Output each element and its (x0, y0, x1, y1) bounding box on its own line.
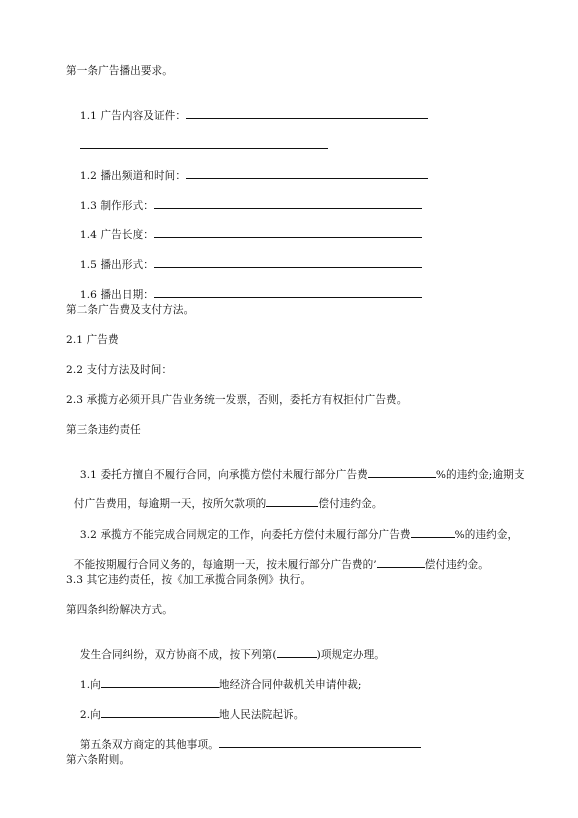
clause-2-1: 2.1 广告费 (66, 334, 119, 346)
clause-1-3-label: 1.3 制作形式： (79, 200, 154, 212)
clause-4-1-text: 地经济合同仲裁机关申请仲裁; (218, 679, 362, 691)
blank-field[interactable] (277, 647, 317, 658)
article-3-title: 第三条违约责任 (66, 424, 141, 436)
clause-3-2-text: 3.2 承揽方不能完成合同规定的工作，向委托方偿付未履行部分广告费 (79, 529, 411, 541)
blank-field[interactable] (101, 677, 219, 688)
clause-3-1-text: 偿付违约金。 (318, 498, 383, 510)
clause-2-2: 2.2 支付方法及时间： (66, 364, 173, 376)
blank-field[interactable] (186, 108, 428, 119)
article-4-title: 第四条纠纷解决方式。 (66, 604, 173, 616)
clause-4-text: )项规定办理。 (316, 649, 385, 661)
clause-2-3: 2.3 承揽方必须开具广告业务统一发票，否则，委托方有权拒付广告费。 (66, 394, 408, 406)
clause-4-1-text: 1.向 (79, 679, 101, 691)
blank-field[interactable] (266, 496, 318, 507)
clause-3-2-text: %的违约金， (454, 529, 519, 541)
blank-field[interactable] (80, 138, 328, 149)
blank-field[interactable] (377, 557, 425, 568)
clause-4-text: 发生合同纠纷，双方协商不成，按下列第( (79, 649, 277, 661)
blank-field[interactable] (154, 227, 422, 238)
blank-field[interactable] (101, 707, 219, 718)
blank-field[interactable] (411, 527, 455, 538)
clause-4-2-text: 2.向 (79, 709, 101, 721)
article-1-title: 第一条广告播出要求。 (66, 65, 173, 77)
clause-3-3: 3.3 其它违约责任，按《加工承揽合同条例》执行。 (66, 574, 312, 586)
clause-1-6-label: 1.6 播出日期： (79, 289, 154, 301)
clause-3-1-text: 付广告费用，每逾期一天，按所欠款项的 (73, 498, 267, 510)
blank-field[interactable] (154, 287, 422, 298)
clause-3-1-text: %的违约金;逾期支 (435, 469, 525, 481)
article-5-title: 第五条双方商定的其他事项。 (79, 739, 219, 751)
clause-3-2-text: 偿付违约金。 (424, 559, 489, 571)
clause-1-1-label: 1.1 广告内容及证件： (79, 110, 187, 122)
blank-field[interactable] (154, 257, 422, 268)
clause-3-2-text: 不能按期履行合同义务的，每逾期一天，按未履行部分广告费的’ (73, 559, 377, 571)
clause-1-4-label: 1.4 广告长度： (79, 229, 154, 241)
blank-field[interactable] (368, 467, 436, 478)
article-6-title: 第六条附则。 (66, 754, 131, 766)
blank-field[interactable] (186, 168, 428, 179)
article-2-title: 第二条广告费及支付方法。 (66, 304, 195, 316)
clause-1-2-label: 1.2 播出频道和时间： (79, 170, 187, 182)
clause-3-1-text: 3.1 委托方擅自不履行合同，向承揽方偿付未履行部分广告费 (79, 469, 368, 481)
clause-4-2-text: 地人民法院起诉。 (218, 709, 305, 721)
blank-field[interactable] (154, 198, 422, 209)
blank-field[interactable] (219, 737, 421, 748)
clause-1-5-label: 1.5 播出形式： (79, 259, 154, 271)
